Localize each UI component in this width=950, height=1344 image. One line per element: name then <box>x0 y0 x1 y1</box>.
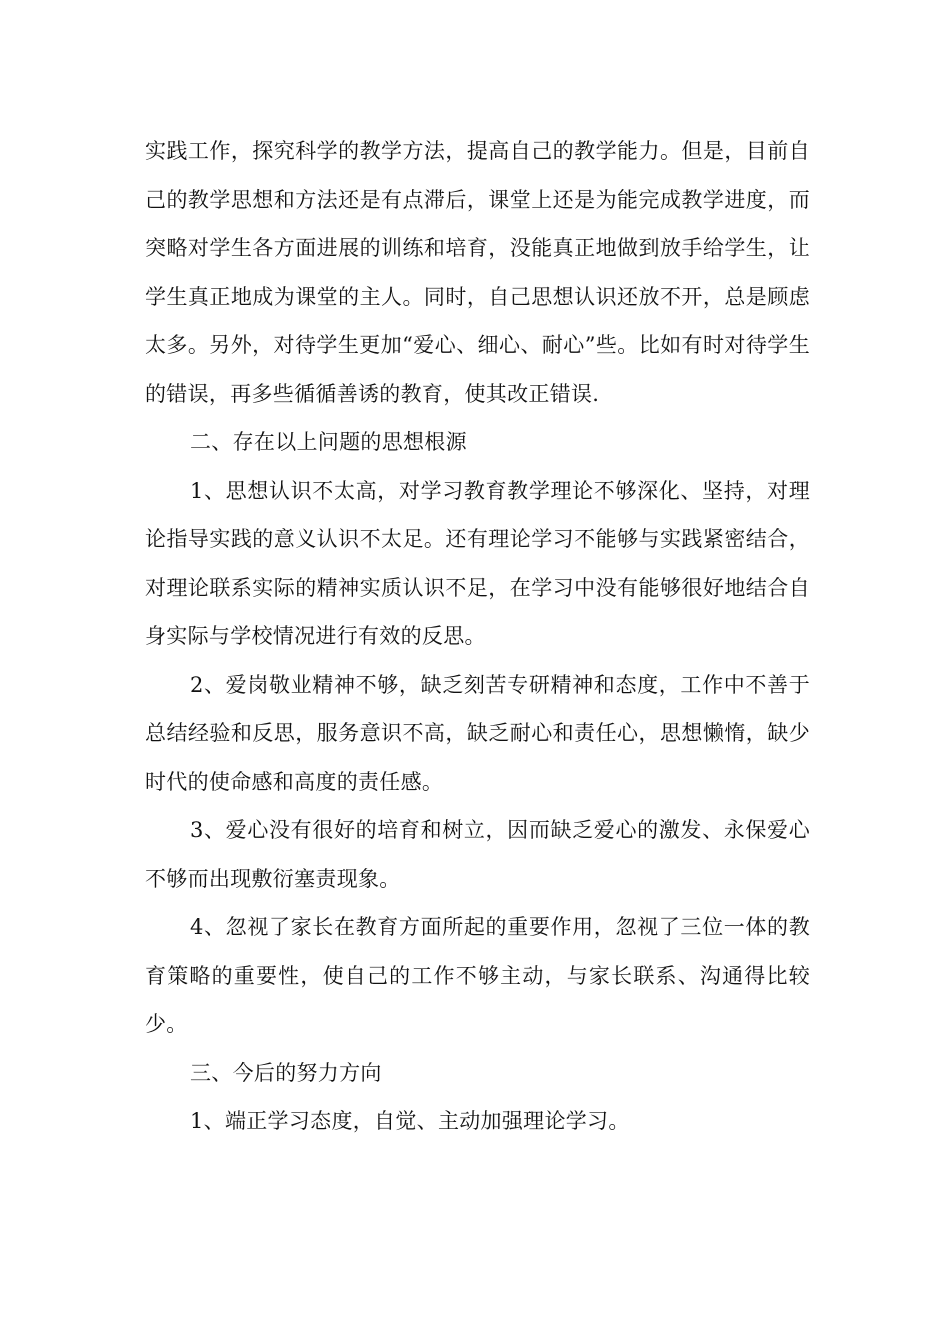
document-page <box>145 127 810 1146</box>
paragraph-cause-3: 3、爱心没有很好的培育和树立，因而缺乏爱心的激发、永保爱心不够而出现敷衍塞责现象。 <box>145 818 810 891</box>
section-heading-root-causes: 二、存在以上问题的思想根源 <box>190 430 467 454</box>
paragraph-cause-4: 4、忽视了家长在教育方面所起的重要作用，忽视了三位一体的教育策略的重要性，使自己的工作不够主动，与家长联系、沟通得比较少。 <box>145 915 810 1036</box>
paragraph-cause-2: 2、爱岗敬业精神不够，缺乏刻苦专研精神和态度，工作中不善于总结经验和反思，服务意识不高，缺乏耐心和责任心，思想懒惰，缺少时代的使命感和高度的责任感。 <box>145 672 810 794</box>
paragraph-direction-1: 1、端正学习态度，自觉、主动加强理论学习。 <box>190 1109 630 1133</box>
paragraph-cause-1: 1、思想认识不太高，对学习教育教学理论不够深化、坚持，对理论指导实践的意义认识不太足。还有理论学习不能够与实践紧密结合，对理论联系实际的精神实质认识不足，在学习中没有能够很好地结合自身实际与学校情况进行有效的反思。 <box>145 478 810 648</box>
paragraph-continued: 实践工作，探究科学的教学方法，提高自己的教学能力。但是，目前自己的教学思想和方法还是有点滞后，课堂上还是为能完成教学进度，而突略对学生各方面进展的训练和培育，没能真正地做到放手给学生，让学生真正地成为课堂的主人。同时，自己思想认识还放不开，总是顾虑太多。另外，对待学生更加“爱心、细心、耐心”些。比如有时对待学生的错误，再多些循循善诱的教育，使其改正错误. <box>145 139 810 406</box>
section-heading-future-direction: 三、今后的努力方向 <box>190 1060 382 1085</box>
